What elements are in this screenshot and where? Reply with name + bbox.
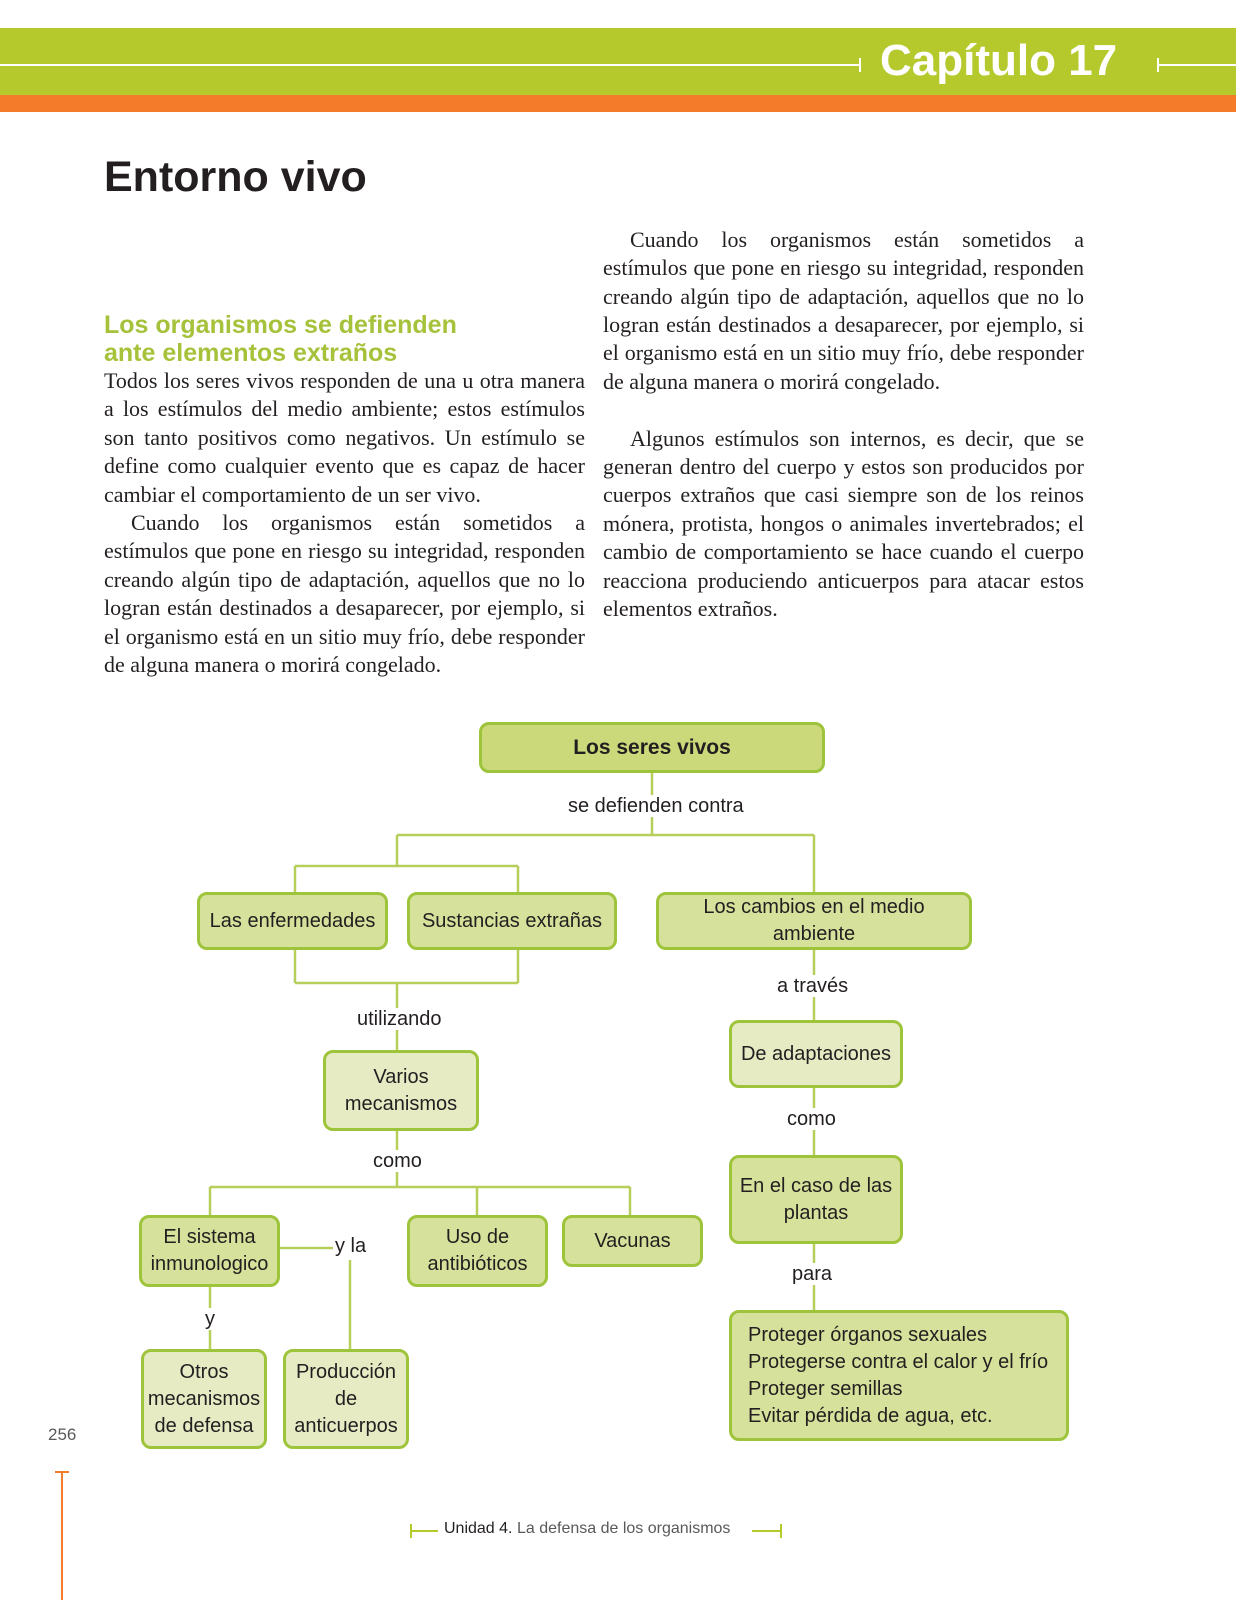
paragraph-3: Algunos estímulos son internos, es decir, que se generan dentro del cuerpo y estos son producidos por cuerpos extraños que casi siempre son de los reinos mónera, protista, hongos o animales invertebrados; el cambio de comportamiento se hace cuando el cuerpo reacciona produciendo anticuerpos para atacar estos elementos extraños. [603,425,1084,622]
paragraph-2: Cuando los organismos están sometidos a estímulos que pone en riesgo su integridad, responden creando algún tipo de adaptación, aquellos que no lo logran están destinados a desaparecer, por ejemplo, si el organismo está en un sitio muy frío, debe responder de alguna manera o morirá congelado. [104,510,585,678]
proteger-item: Proteger semillas [748,1377,903,1400]
link-label-como-right: como [787,1108,836,1130]
footer-title: La defensa de los organismos [516,1520,731,1537]
node-produccion-de-anticuerpos: Producción de anticuerpos [283,1349,409,1449]
node-los-cambios-medio-ambiente: Los cambios en el medio ambiente [656,892,972,950]
node-de-adaptaciones: De adaptaciones [729,1020,903,1088]
running-footer [410,1520,790,1542]
proteger-item: Proteger órganos sexuales [748,1323,988,1346]
link-label-como-left: como [373,1150,422,1172]
node-sustancias-extranas: Sustancias extrañas [407,892,617,950]
node-los-seres-vivos: Los seres vivos [479,722,825,773]
node-el-sistema-inmunologico: El sistema inmunologico [139,1215,280,1287]
link-label-y-la: y la [335,1235,367,1257]
node-uso-de-antibioticos: Uso de antibióticos [407,1215,548,1287]
footer-rule-tick-right [780,1524,782,1538]
left-margin-rule [61,1472,63,1600]
footer-rule-right [752,1530,782,1532]
node-en-el-caso-de-las-plantas: En el caso de las plantas [729,1155,903,1244]
section-heading-line-1: Los organismos se defienden [104,311,457,339]
proteger-item: Evitar pérdida de agua, etc. [748,1404,993,1427]
link-label-para: para [792,1263,833,1285]
section-heading-line-2: ante elementos extraños [104,339,398,367]
link-label-utilizando: utilizando [357,1008,442,1030]
page-number: 256 [48,1425,77,1444]
paragraph-1: Todos los seres vivos responden de una u otra manera a los estímulos del medio ambiente; estos estímulos son tanto positivos como negativos. Un estímulo se define como cualquier evento que es capaz de hacer cambiar el comportamiento de un ser vivo. [104,368,585,507]
footer-text [444,1520,730,1538]
node-otros-mecanismos-de-defensa: Otros mecanismos de defensa [141,1349,267,1449]
node-proteger-list [729,1310,1069,1441]
link-label-y: y [205,1308,215,1330]
footer-unit: Unidad 4. [444,1520,513,1537]
link-label-a-traves: a través [777,975,849,997]
proteger-list-lines [748,1322,1048,1430]
paragraph-2-tail-text: Cuando los organismos están sometidos a estímulos que pone en riesgo su integridad, responden creando algún tipo de adaptación, aquellos que no lo logran están destinados a desaparecer, por ejemplo, si el organismo está en un sitio muy frío, debe responder de alguna manera o morirá congelado. [603,226,1084,394]
node-varios-mecanismos: Varios mecanismos [323,1050,479,1131]
proteger-item: Protegerse contra el calor y el frío [748,1350,1049,1373]
page-title: Entorno vivo [104,153,367,201]
chapter-title: Capítulo 17 [880,36,1118,85]
footer-rule-left [410,1530,438,1532]
node-vacunas: Vacunas [562,1215,703,1267]
link-label-se-defienden-contra: se defienden contra [568,795,744,817]
node-las-enfermedades: Las enfermedades [197,892,388,950]
